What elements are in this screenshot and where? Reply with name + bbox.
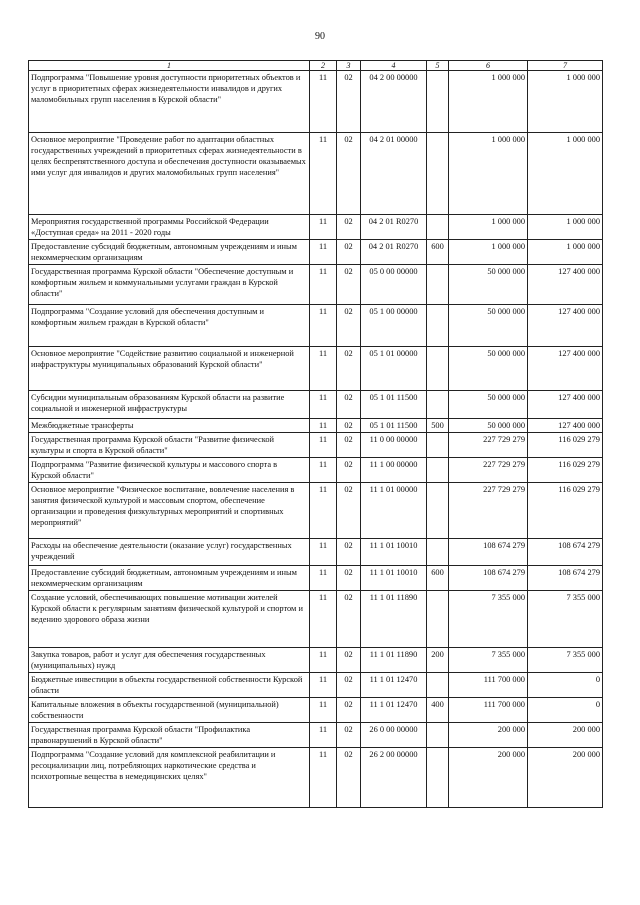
row-expense-type: 400 (427, 698, 449, 723)
row-amount-year-1: 1 000 000 (449, 240, 528, 265)
row-amount-year-2: 116 029 279 (528, 433, 603, 458)
row-amount-year-2: 1 000 000 (528, 240, 603, 265)
row-target-article: 05 1 01 00000 (361, 347, 427, 391)
row-section: 11 (310, 419, 337, 433)
header-col-7: 7 (528, 61, 603, 71)
row-amount-year-2: 127 400 000 (528, 391, 603, 419)
row-section: 11 (310, 539, 337, 566)
header-col-5: 5 (427, 61, 449, 71)
header-col-2: 2 (310, 61, 337, 71)
row-target-article: 05 0 00 00000 (361, 265, 427, 305)
row-amount-year-1: 7 355 000 (449, 648, 528, 673)
row-name: Основное мероприятие "Физическое воспитание, вовлечение населения в занятия физической культурой и массовым спортом, обеспечение организации и проведения физкультурных мероприятий и спортивных мероприятий" (29, 483, 310, 539)
row-amount-year-2: 127 400 000 (528, 305, 603, 347)
row-name: Основное мероприятие "Проведение работ по адаптации областных государственных учреждений в приоритетных сферах жизнедеятельности в целях беспрепятственного доступа и обеспечения доступности оказываемых ими услуг для инвалидов и других маломобильных групп населения" (29, 133, 310, 215)
row-section: 11 (310, 215, 337, 240)
row-target-article: 04 2 00 00000 (361, 71, 427, 133)
row-amount-year-1: 111 700 000 (449, 698, 528, 723)
row-amount-year-1: 200 000 (449, 748, 528, 808)
row-expense-type (427, 391, 449, 419)
row-section: 11 (310, 698, 337, 723)
row-target-article: 04 2 01 R0270 (361, 215, 427, 240)
row-subsection: 02 (337, 240, 361, 265)
row-section: 11 (310, 240, 337, 265)
row-name: Создание условий, обеспечивающих повышение мотивации жителей Курской области к регулярным занятиям физической культурой и спортом и ведению здорового образа жизни (29, 591, 310, 648)
row-expense-type (427, 305, 449, 347)
row-subsection: 02 (337, 305, 361, 347)
row-name: Мероприятия государственной программы Российской Федерации «Доступная среда» на 2011 - 2020 годы (29, 215, 310, 240)
row-amount-year-1: 227 729 279 (449, 433, 528, 458)
row-section: 11 (310, 265, 337, 305)
row-subsection: 02 (337, 591, 361, 648)
header-col-3: 3 (337, 61, 361, 71)
row-amount-year-2: 1 000 000 (528, 133, 603, 215)
row-name: Подпрограмма "Создание условий для обеспечения доступным и комфортным жильем граждан в Курской области" (29, 305, 310, 347)
header-col-4: 4 (361, 61, 427, 71)
row-section: 11 (310, 591, 337, 648)
row-expense-type: 600 (427, 240, 449, 265)
row-amount-year-2: 200 000 (528, 748, 603, 808)
row-amount-year-1: 50 000 000 (449, 419, 528, 433)
row-subsection: 02 (337, 133, 361, 215)
page-number: 90 (315, 31, 325, 42)
row-target-article: 05 1 00 00000 (361, 305, 427, 347)
row-subsection: 02 (337, 748, 361, 808)
row-amount-year-1: 1 000 000 (449, 215, 528, 240)
row-amount-year-1: 200 000 (449, 723, 528, 748)
row-subsection: 02 (337, 265, 361, 305)
table-row (29, 698, 603, 723)
row-amount-year-1: 50 000 000 (449, 347, 528, 391)
row-subsection: 02 (337, 71, 361, 133)
row-expense-type: 200 (427, 648, 449, 673)
row-amount-year-1: 227 729 279 (449, 458, 528, 483)
row-target-article: 11 1 00 00000 (361, 458, 427, 483)
row-subsection: 02 (337, 458, 361, 483)
row-expense-type (427, 539, 449, 566)
table-body (29, 71, 603, 808)
row-name: Государственная программа Курской области "Обеспечение доступным и комфортным жильем и коммунальными услугами граждан в Курской области" (29, 265, 310, 305)
row-amount-year-2: 108 674 279 (528, 539, 603, 566)
table-row (29, 347, 603, 391)
row-name: Предоставление субсидий бюджетным, автономным учреждениям и иным некоммерческим организациям (29, 240, 310, 265)
row-section: 11 (310, 433, 337, 458)
row-amount-year-2: 127 400 000 (528, 347, 603, 391)
row-subsection: 02 (337, 391, 361, 419)
row-section: 11 (310, 648, 337, 673)
row-target-article: 04 2 01 R0270 (361, 240, 427, 265)
row-expense-type (427, 133, 449, 215)
table-row (29, 748, 603, 808)
row-target-article: 26 0 00 00000 (361, 723, 427, 748)
row-target-article: 11 0 00 00000 (361, 433, 427, 458)
table-row (29, 539, 603, 566)
table-header-row (29, 61, 603, 71)
row-amount-year-2: 1 000 000 (528, 71, 603, 133)
row-expense-type (427, 71, 449, 133)
row-subsection: 02 (337, 648, 361, 673)
table-row (29, 433, 603, 458)
table-row (29, 673, 603, 698)
row-amount-year-1: 50 000 000 (449, 265, 528, 305)
row-target-article: 11 1 01 11890 (361, 591, 427, 648)
row-expense-type: 600 (427, 566, 449, 591)
row-amount-year-1: 108 674 279 (449, 539, 528, 566)
row-subsection: 02 (337, 539, 361, 566)
row-target-article: 11 1 01 00000 (361, 483, 427, 539)
table-row (29, 305, 603, 347)
row-amount-year-2: 7 355 000 (528, 648, 603, 673)
row-section: 11 (310, 71, 337, 133)
table-row (29, 591, 603, 648)
row-amount-year-1: 227 729 279 (449, 483, 528, 539)
row-name: Подпрограмма "Развитие физической культуры и массового спорта в Курской области" (29, 458, 310, 483)
row-section: 11 (310, 391, 337, 419)
row-amount-year-2: 116 029 279 (528, 483, 603, 539)
row-expense-type: 500 (427, 419, 449, 433)
row-subsection: 02 (337, 723, 361, 748)
table-row (29, 566, 603, 591)
row-amount-year-1: 50 000 000 (449, 391, 528, 419)
row-name: Подпрограмма "Создание условий для комплексной реабилитации и ресоциализации лиц, потребляющих наркотические средства и психотропные вещества в немедицинских целях" (29, 748, 310, 808)
row-name: Расходы на обеспечение деятельности (оказание услуг) государственных учреждений (29, 539, 310, 566)
row-amount-year-2: 7 355 000 (528, 591, 603, 648)
row-name: Предоставление субсидий бюджетным, автономным учреждениям и иным некоммерческим организациям (29, 566, 310, 591)
row-amount-year-2: 116 029 279 (528, 458, 603, 483)
row-name: Субсидии муниципальным образованиям Курской области на развитие социальной и инженерной инфраструктуры (29, 391, 310, 419)
row-subsection: 02 (337, 347, 361, 391)
row-target-article: 04 2 01 00000 (361, 133, 427, 215)
row-name: Государственная программа Курской области "Профилактика правонарушений в Курской области" (29, 723, 310, 748)
row-expense-type (427, 215, 449, 240)
table-row (29, 215, 603, 240)
row-expense-type (427, 265, 449, 305)
row-section: 11 (310, 723, 337, 748)
row-expense-type (427, 483, 449, 539)
row-amount-year-2: 127 400 000 (528, 419, 603, 433)
row-target-article: 05 1 01 11500 (361, 419, 427, 433)
row-expense-type (427, 748, 449, 808)
row-target-article: 05 1 01 11500 (361, 391, 427, 419)
row-subsection: 02 (337, 673, 361, 698)
table-row (29, 419, 603, 433)
row-amount-year-2: 0 (528, 698, 603, 723)
row-section: 11 (310, 305, 337, 347)
row-expense-type (427, 458, 449, 483)
row-amount-year-2: 127 400 000 (528, 265, 603, 305)
row-section: 11 (310, 483, 337, 539)
row-amount-year-2: 0 (528, 673, 603, 698)
row-subsection: 02 (337, 433, 361, 458)
row-expense-type (427, 347, 449, 391)
header-col-1: 1 (29, 61, 310, 71)
row-name: Основное мероприятие "Содействие развитию социальной и инженерной инфраструктуры муниципальных образований Курской области" (29, 347, 310, 391)
table-row (29, 648, 603, 673)
table-row (29, 71, 603, 133)
table-row (29, 391, 603, 419)
row-name: Межбюджетные трансферты (29, 419, 310, 433)
row-subsection: 02 (337, 215, 361, 240)
header-col-6: 6 (449, 61, 528, 71)
row-amount-year-1: 111 700 000 (449, 673, 528, 698)
row-section: 11 (310, 566, 337, 591)
table-row (29, 133, 603, 215)
row-target-article: 11 1 01 12470 (361, 698, 427, 723)
row-target-article: 26 2 00 00000 (361, 748, 427, 808)
row-amount-year-2: 108 674 279 (528, 566, 603, 591)
table-row (29, 265, 603, 305)
row-section: 11 (310, 748, 337, 808)
row-subsection: 02 (337, 419, 361, 433)
row-amount-year-2: 1 000 000 (528, 215, 603, 240)
row-amount-year-1: 7 355 000 (449, 591, 528, 648)
row-expense-type (427, 673, 449, 698)
row-section: 11 (310, 347, 337, 391)
table-row (29, 458, 603, 483)
row-name: Закупка товаров, работ и услуг для обеспечения государственных (муниципальных) нужд (29, 648, 310, 673)
table-row (29, 240, 603, 265)
row-expense-type (427, 591, 449, 648)
row-target-article: 11 1 01 12470 (361, 673, 427, 698)
row-target-article: 11 1 01 10010 (361, 566, 427, 591)
row-name: Бюджетные инвестиции в объекты государственной собственности Курской области (29, 673, 310, 698)
row-name: Капитальные вложения в объекты государственной (муниципальной) собственности (29, 698, 310, 723)
row-name: Подпрограмма "Повышение уровня доступности приоритетных объектов и услуг в приоритетных сферах жизнедеятельности инвалидов и других маломобильных групп населения в Курской области" (29, 71, 310, 133)
row-expense-type (427, 433, 449, 458)
row-amount-year-1: 1 000 000 (449, 71, 528, 133)
row-name: Государственная программа Курской области "Развитие физической культуры и спорта в Курской области" (29, 433, 310, 458)
row-section: 11 (310, 133, 337, 215)
row-section: 11 (310, 458, 337, 483)
budget-table (28, 60, 603, 808)
table-row (29, 723, 603, 748)
row-amount-year-1: 108 674 279 (449, 566, 528, 591)
row-target-article: 11 1 01 11890 (361, 648, 427, 673)
row-amount-year-1: 1 000 000 (449, 133, 528, 215)
row-expense-type (427, 723, 449, 748)
row-target-article: 11 1 01 10010 (361, 539, 427, 566)
table-row (29, 483, 603, 539)
row-subsection: 02 (337, 483, 361, 539)
row-amount-year-1: 50 000 000 (449, 305, 528, 347)
row-amount-year-2: 200 000 (528, 723, 603, 748)
row-subsection: 02 (337, 698, 361, 723)
row-subsection: 02 (337, 566, 361, 591)
row-section: 11 (310, 673, 337, 698)
